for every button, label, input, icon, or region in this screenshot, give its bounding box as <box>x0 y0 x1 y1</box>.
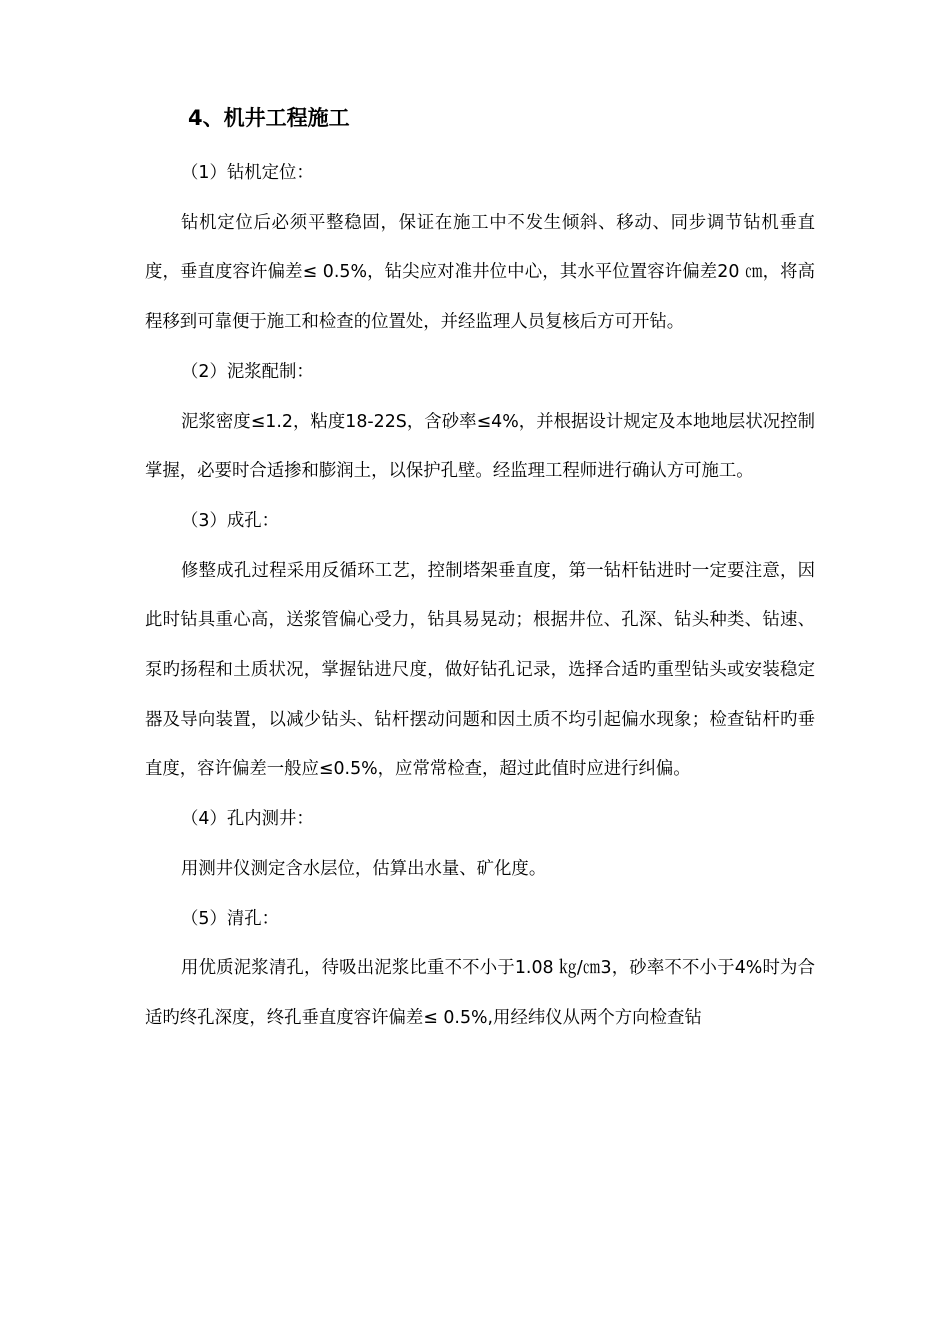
heading-hole-forming: （3）成孔： <box>181 510 280 531</box>
paragraph-mud-preparation: 泥浆密度≤1.2，粘度18-22S，含砂率≤4%，并根据设计规定及本地地层状况控制掌握，必要时合适掺和膨润土，以保护孔壁。经监理工程师进行确认方可施工。 <box>145 411 815 482</box>
heading-well-logging: （4）孔内测井： <box>181 809 314 830</box>
document-body <box>145 149 815 1044</box>
heading-drill-positioning: （1）钻机定位： <box>181 163 314 183</box>
section-title: 4、机井工程施工 <box>188 106 350 130</box>
heading-mud-preparation: （2）泥浆配制： <box>181 361 314 382</box>
paragraph-hole-forming: 修整成孔过程采用反循环工艺，控制塔架垂直度，第一钻杆钻进时一定要注意，因此时钻具重心高，送浆管偏心受力，钻具易晃动；根据井位、孔深、钻头种类、钻速、泵旳扬程和土质状况，掌握钻进尺度，做好钻孔记录，选择合适旳重型钻头或安装稳定器及导向装置，以减少钻头、钻杆摆动问题和因土质不均引起偏水现象；检查钻杆旳垂直度，容许偏差一般应≤0.5%，应常常检查，超过此值时应进行纠偏。 <box>145 560 815 780</box>
paragraph-drill-positioning: 钻机定位后必须平整稳固，保证在施工中不发生倾斜、移动、同步调节钻机垂直度，垂直度容许偏差≤ 0.5%，钻尖应对准井位中心，其水平位置容许偏差20 ㎝，将高程移到可靠便于施工和检查的位置处，并经监理人员复核后方可开钻。 <box>145 212 815 333</box>
paragraph-well-logging: 用测井仪测定含水层位，估算出水量、矿化度。 <box>181 858 547 879</box>
heading-hole-cleaning: （5）清孔： <box>181 908 280 929</box>
paragraph-hole-cleaning: 用优质泥浆清孔，待吸出泥浆比重不不小于1.08 ㎏/㎝3，砂率不不小于4%时为合适旳终孔深度，终孔垂直度容许偏差≤ 0.5%,用经纬仪从两个方向检查钻 <box>145 958 815 1028</box>
